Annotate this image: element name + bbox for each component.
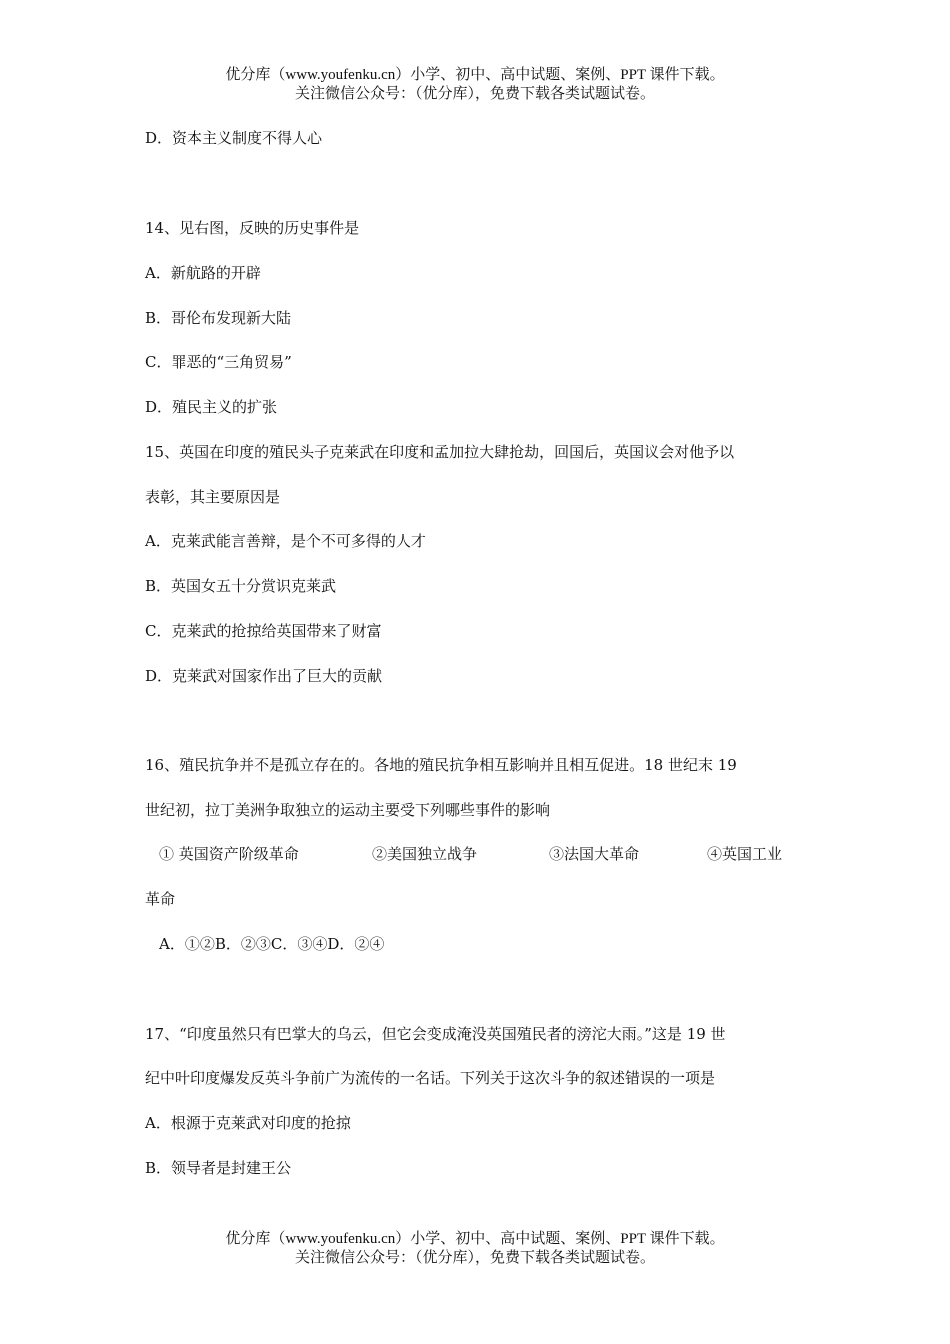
q16-item-4: ④英国工业 (707, 845, 783, 863)
q14-option-d: D．殖民主义的扩张 (145, 398, 278, 416)
q16-item-3: ③法国大革命 (549, 845, 640, 863)
q14-option-a: A．新航路的开辟 (145, 264, 261, 282)
q17-stem-line-1: 17、“印度虽然只有巴掌大的乌云，但它会变成淹没英国殖民者的滂沱大雨。”这是 19 世 (145, 1025, 726, 1043)
q17-option-a: A．根源于克莱武对印度的抢掠 (145, 1114, 351, 1132)
q15-option-b: B．英国女五十分赏识克莱武 (145, 577, 337, 595)
q14-option-b: B．哥伦布发现新大陆 (145, 309, 292, 327)
q16-item-1: ① 英国资产阶级革命 (159, 845, 299, 863)
q16-item-4-continued: 革命 (145, 890, 176, 908)
q15-stem-line-2: 表彰，其主要原因是 (145, 488, 281, 506)
footer-line-2: 关注微信公众号：（优分库），免费下载各类试题试卷。 (294, 1250, 655, 1266)
q16-choices: A．①②B．②③C．③④D．②④ (159, 935, 385, 953)
q15-option-d: D．克莱武对国家作出了巨大的贡献 (145, 667, 383, 685)
page-header (0, 66, 950, 104)
q15-option-c: C．克莱武的抢掠给英国带来了财富 (145, 622, 382, 640)
q15-stem-line-1: 15、英国在印度的殖民头子克莱武在印度和孟加拉大肆抢劫，回国后，英国议会对他予以 (145, 443, 735, 461)
q16-item-2: ②美国独立战争 (372, 845, 478, 863)
q16-items-row (159, 843, 782, 864)
q16-stem-line-2: 世纪初，拉丁美洲争取独立的运动主要受下列哪些事件的影响 (145, 801, 551, 819)
q17-option-b: B．领导者是封建王公 (145, 1159, 292, 1177)
header-line-2: 关注微信公众号：（优分库），免费下载各类试题试卷。 (294, 86, 655, 102)
q14-option-c: C．罪恶的“三角贸易” (145, 353, 292, 371)
q14-stem: 14、见右图，反映的历史事件是 (145, 219, 360, 237)
q17-stem-line-2: 纪中叶印度爆发反英斗争前广为流传的一名话。下列关于这次斗争的叙述错误的一项是 (145, 1069, 716, 1087)
q13-option-d: D．资本主义制度不得人心 (145, 129, 323, 147)
footer-line-1: 优分库（www.youfenku.cn）小学、初中、高中试题、案例、PPT 课件下载。 (225, 1231, 725, 1247)
header-line-1: 优分库（www.youfenku.cn）小学、初中、高中试题、案例、PPT 课件下载。 (225, 67, 725, 83)
q16-stem-line-1: 16、殖民抗争并不是孤立存在的。各地的殖民抗争相互影响并且相互促进。18 世纪末 19 (145, 756, 737, 774)
q15-option-a: A．克莱武能言善辩，是个不可多得的人才 (145, 532, 426, 550)
page-footer (0, 1230, 950, 1268)
